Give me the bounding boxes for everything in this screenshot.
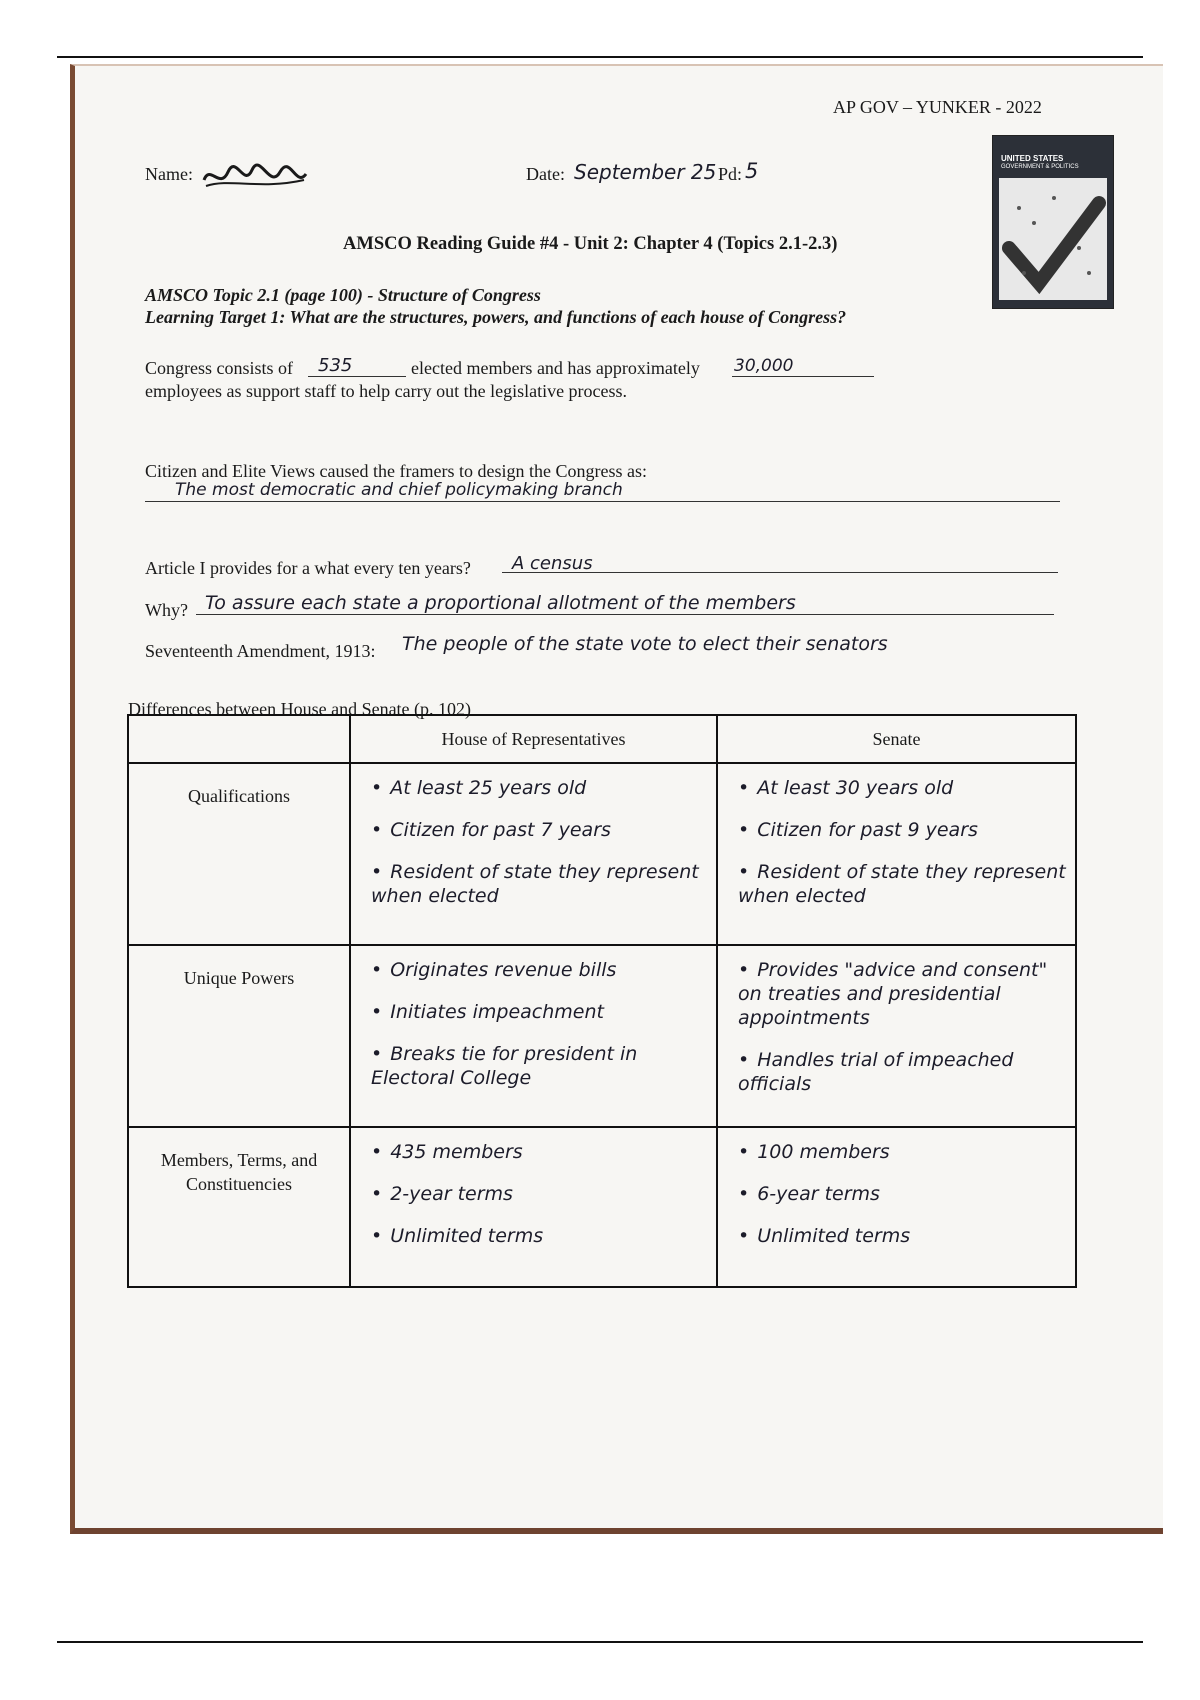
house-powers-cell: • Originates revenue bills • Initiates impeachment • Breaks tie for president in Electoral College: [350, 945, 717, 1127]
q4-answer: To assure each state a proportional allotment of the members: [205, 592, 796, 614]
q2-answer-line: [145, 501, 1060, 502]
list-item: Resident of state they represent when elected: [371, 861, 699, 907]
name-label: Name:: [145, 164, 193, 184]
list-item: Originates revenue bills: [390, 959, 617, 981]
topic-heading: AMSCO Topic 2.1 (page 100) - Structure of Congress: [145, 285, 541, 305]
q1-text-part3: employees as support staff to help carry out the legislative process.: [145, 381, 628, 401]
q2-prompt: Citizen and Elite Views caused the framers to design the Congress as:: [145, 461, 647, 481]
table-row: [128, 1127, 1076, 1287]
house-senate-table: [127, 714, 1077, 1288]
name-scribble: [200, 160, 310, 194]
q1-answer2: 30,000: [734, 356, 794, 376]
list-item: Handles trial of impeached officials: [738, 1049, 1014, 1095]
list-item: Resident of state they represent when elected: [738, 861, 1066, 907]
course-header: AP GOV – YUNKER - 2022: [833, 97, 1042, 117]
textbook-cover-image: [992, 135, 1114, 309]
q5-answer: The people of the state vote to elect their senators: [402, 633, 888, 655]
q1-answer2-line: [732, 376, 874, 377]
book-title-line1: UNITED STATES: [1001, 154, 1064, 163]
list-item: 435 members: [390, 1141, 523, 1163]
table-header-senate: Senate: [717, 715, 1076, 763]
top-rule: [57, 56, 1143, 58]
list-item: At least 25 years old: [390, 777, 587, 799]
table-row: [128, 763, 1076, 945]
house-members-cell: • 435 members • 2-year terms • Unlimited terms: [350, 1127, 717, 1287]
list-item: 2-year terms: [390, 1183, 513, 1205]
list-item: At least 30 years old: [757, 777, 954, 799]
q4-answer-line: [196, 614, 1054, 615]
q3-answer: A census: [512, 553, 593, 574]
q1-text-part2: elected members and has approximately: [411, 358, 700, 378]
list-item: Provides "advice and consent" on treaties and presidential appointments: [738, 959, 1048, 1029]
senate-qualifications-cell: • At least 30 years old • Citizen for past 9 years • Resident of state they represent when elected: [717, 763, 1076, 945]
table-row: [128, 945, 1076, 1127]
table-header-house: House of Representatives: [350, 715, 717, 763]
list-item: 100 members: [757, 1141, 890, 1163]
list-item: Citizen for past 9 years: [757, 819, 978, 841]
date-label: Date:: [526, 164, 565, 184]
worksheet-title: AMSCO Reading Guide #4 - Unit 2: Chapter 4 (Topics 2.1-2.3): [343, 234, 838, 254]
q1-answer1-line: [308, 376, 406, 377]
q5-prompt: Seventeenth Amendment, 1913:: [145, 641, 376, 661]
period-label: Pd:: [718, 164, 743, 184]
bottom-rule: [57, 1641, 1143, 1643]
table-caption: Differences between House and Senate (p. 102): [128, 699, 472, 719]
house-qualifications-cell: • At least 25 years old • Citizen for past 7 years • Resident of state they represent when elected: [350, 763, 717, 945]
row-label-members-terms: Members, Terms, and Constituencies: [128, 1127, 350, 1287]
q1-answer1: 535: [318, 355, 353, 376]
learning-target: Learning Target 1: What are the structures, powers, and functions of each house of Congress?: [145, 307, 847, 327]
q4-prompt: Why?: [145, 600, 188, 620]
q1-text-part1: Congress consists of: [145, 358, 293, 378]
row-label-qualifications: Qualifications: [128, 763, 350, 945]
checkmark-icon: [999, 178, 1107, 300]
list-item: Unlimited terms: [757, 1225, 911, 1247]
list-item: Breaks tie for president in Electoral College: [371, 1043, 638, 1089]
q3-prompt: Article I provides for a what every ten years?: [145, 558, 471, 578]
list-item: Initiates impeachment: [390, 1001, 604, 1023]
q2-answer: The most democratic and chief policymaking branch: [175, 480, 623, 500]
senate-members-cell: • 100 members • 6-year terms • Unlimited terms: [717, 1127, 1076, 1287]
list-item: Citizen for past 7 years: [390, 819, 611, 841]
list-item: 6-year terms: [757, 1183, 880, 1205]
date-value: September 25: [574, 160, 717, 184]
list-item: Unlimited terms: [390, 1225, 544, 1247]
row-label-unique-powers: Unique Powers: [128, 945, 350, 1127]
senate-powers-cell: • Provides "advice and consent" on treaties and presidential appointments • Handles trial of impeached officials: [717, 945, 1076, 1127]
book-title-line2: GOVERNMENT & POLITICS: [1001, 164, 1079, 170]
table-header-blank: [128, 715, 350, 763]
period-value: 5: [745, 159, 759, 183]
